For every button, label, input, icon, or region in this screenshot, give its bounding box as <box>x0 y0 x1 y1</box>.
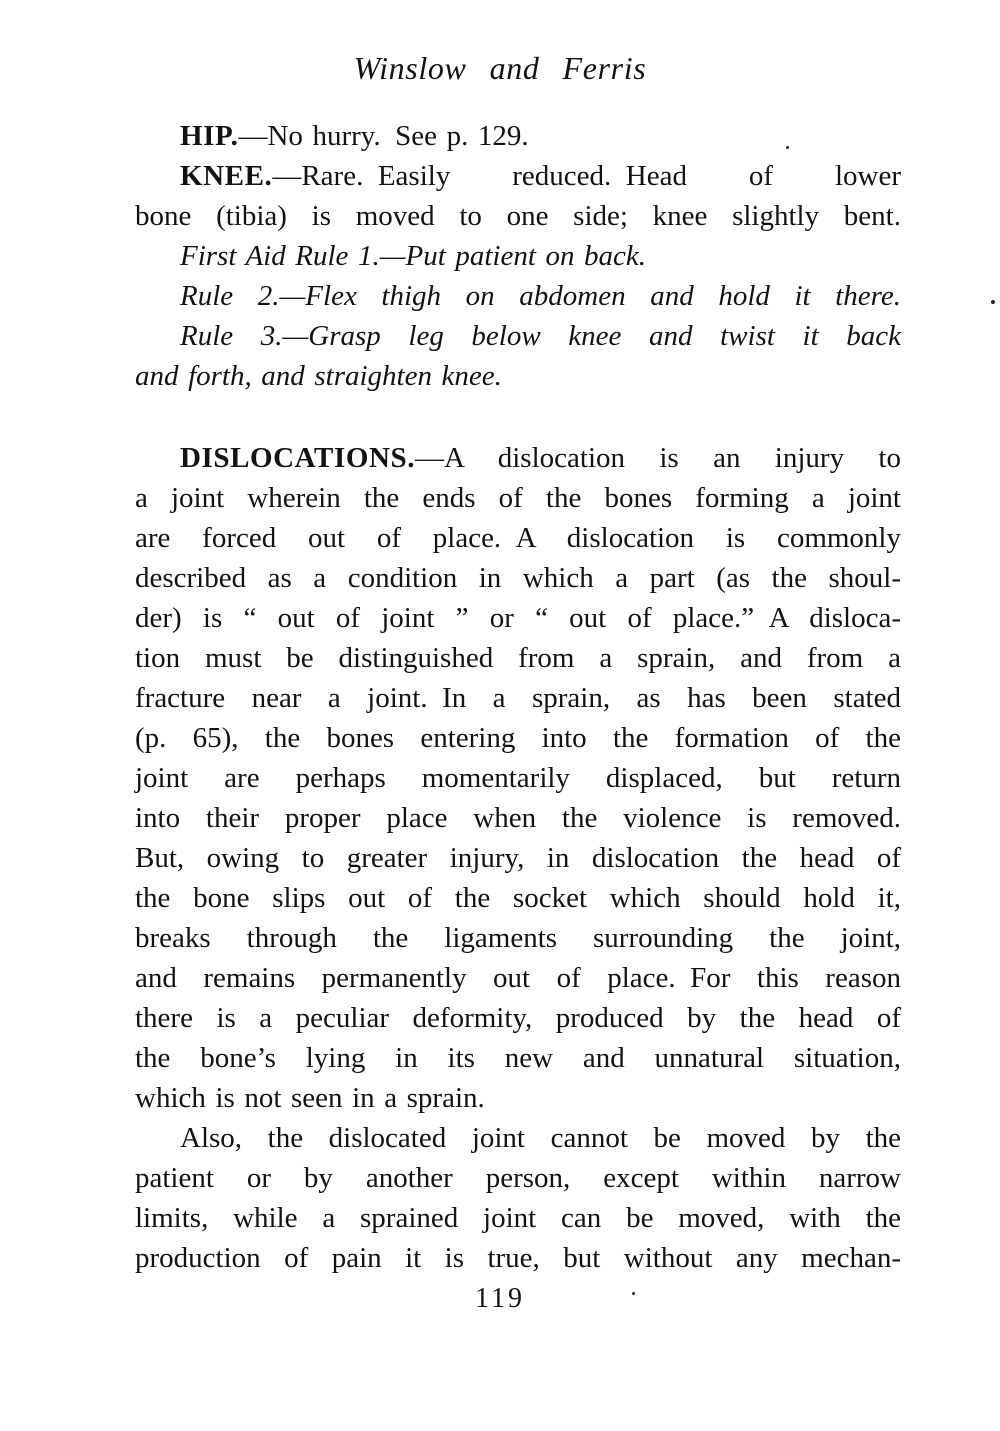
text-line: First Aid Rule 1.—Put patient on back. <box>180 240 647 272</box>
text-line: a joint wherein the ends of the bones forming a joint <box>135 482 901 514</box>
text-line: patient or by another person, except within narrow <box>135 1162 901 1194</box>
text-line: bone (tibia) is moved to one side; knee slightly bent. <box>135 200 901 232</box>
text-line: HIP.—No hurry. See p. 129. <box>180 120 529 152</box>
text-line: breaks through the ligaments surrounding the joint, <box>135 922 901 954</box>
text-block <box>135 1118 901 1278</box>
text-line: fracture near a joint. In a sprain, as has been stated <box>135 682 901 714</box>
scan-speck <box>991 300 995 304</box>
text-line: tion must be distinguished from a sprain, and from a <box>135 642 901 674</box>
text-line: KNEE.—Rare. Easily reduced. Head of lower <box>180 160 901 192</box>
text-line: Rule 3.—Grasp leg below knee and twist it back <box>180 320 901 352</box>
text-block <box>135 236 901 396</box>
scan-speck <box>786 146 789 149</box>
text-block <box>135 116 901 236</box>
text-line: Also, the dislocated joint cannot be moved by the <box>180 1122 901 1154</box>
page-number: 119 <box>475 1283 525 1314</box>
scan-speck <box>632 1292 635 1295</box>
text-line: there is a peculiar deformity, produced by the head of <box>135 1002 901 1034</box>
text-line: the bone slips out of the socket which should hold it, <box>135 882 901 914</box>
text-line: which is not seen in a sprain. <box>135 1082 485 1114</box>
running-head: Winslow and Ferris <box>353 50 647 86</box>
text-line: and forth, and straighten knee. <box>135 360 502 392</box>
bold-lead: HIP. <box>180 120 239 152</box>
text-line: into their proper place when the violence is removed. <box>135 802 901 834</box>
text-line: limits, while a sprained joint can be moved, with the <box>135 1202 901 1234</box>
text-line: But, owing to greater injury, in dislocation the head of <box>135 842 901 874</box>
text-block <box>135 438 901 1118</box>
text-line: joint are perhaps momentarily displaced, but return <box>135 762 901 794</box>
bold-lead: DISLOCATIONS. <box>180 442 416 474</box>
text-line: described as a condition in which a part (as the shoul- <box>135 562 901 594</box>
text-line: production of pain it is true, but without any mechan- <box>135 1242 901 1274</box>
text-line: DISLOCATIONS.—A dislocation is an injury to <box>180 442 901 474</box>
text-line: and remains permanently out of place. For this reason <box>135 962 901 994</box>
text-line: the bone’s lying in its new and unnatural situation, <box>135 1042 901 1074</box>
text-line: (p. 65), the bones entering into the formation of the <box>135 722 901 754</box>
text-line: Rule 2.—Flex thigh on abdomen and hold it there. <box>180 280 901 312</box>
bold-lead: KNEE. <box>180 160 273 192</box>
page-body <box>135 116 901 1278</box>
text-line: are forced out of place. A dislocation is commonly <box>135 522 901 554</box>
text-line: der) is “ out of joint ” or “ out of place.” A disloca- <box>135 602 901 634</box>
